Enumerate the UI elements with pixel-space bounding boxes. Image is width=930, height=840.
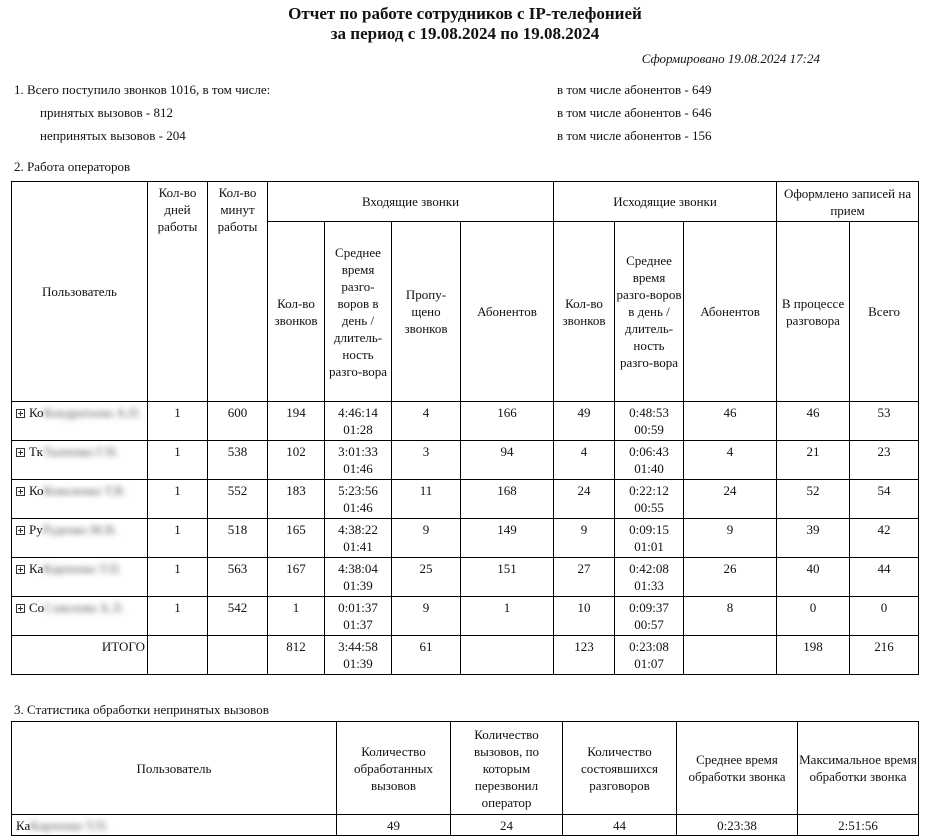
in-missed-cell: 9 [392,519,461,558]
header-minutes: Кол-во минут работы [208,182,268,402]
app-total-cell: 53 [850,402,919,441]
out-avg-cell: 0:48:53 00:59 [615,402,684,441]
app-total-cell: 0 [850,597,919,636]
operator-name-redacted: Соколова А.Л. [44,600,125,615]
total-days-cell [148,636,208,675]
table-row [12,402,919,441]
out-subscribers-cell: 8 [684,597,777,636]
out-count-cell: 27 [554,558,615,597]
total-in-subscribers [461,636,554,675]
operators-section-title: 2. Работа операторов [14,159,131,174]
operator-name: Со [29,600,45,615]
missed-header-avg-time: Среднее время обработки звонка [677,722,798,815]
days-cell: 1 [148,558,208,597]
in-count-cell: 165 [268,519,325,558]
missed-conversations-cell: 44 [563,815,677,836]
generated-timestamp: Сформировано 19.08.2024 17:24 [641,51,820,66]
in-avg-cell: 4:38:04 01:39 [325,558,392,597]
missed-header-callback: Количество вызовов, по которым перезвонил оператор [451,722,563,815]
app-total-cell: 44 [850,558,919,597]
expand-icon[interactable] [16,526,25,535]
days-cell: 1 [148,441,208,480]
total-minutes-cell [208,636,268,675]
table-row [12,480,919,519]
header-out-subscribers: Абонентов [684,222,777,402]
total-out-avg: 0:23:08 01:07 [615,636,684,675]
summary-total-subscribers: в том числе абонентов - 649 [557,82,712,97]
out-avg-cell: 0:09:15 01:01 [615,519,684,558]
missed-callback-cell: 24 [451,815,563,836]
header-in-avg: Среднее время разго-воров в день / длитель-ность разго-вора [325,222,392,402]
out-count-cell: 49 [554,402,615,441]
header-in-count: Кол-во звонков [268,222,325,402]
total-app-total: 216 [850,636,919,675]
app-during-cell: 52 [777,480,850,519]
in-avg-cell: 4:46:14 01:28 [325,402,392,441]
expand-icon[interactable] [16,565,25,574]
operator-name-redacted: Кондратьева А.П. [43,405,142,420]
operator-name: Тк [29,444,43,459]
missed-user-cell [12,815,337,836]
out-subscribers-cell: 46 [684,402,777,441]
out-count-cell: 9 [554,519,615,558]
days-cell: 1 [148,402,208,441]
operator-name-cell[interactable] [12,519,148,558]
out-avg-cell: 0:06:43 01:40 [615,441,684,480]
in-count-cell: 167 [268,558,325,597]
app-during-cell: 40 [777,558,850,597]
in-count-cell: 102 [268,441,325,480]
header-appointments: Оформлено записей на прием [777,182,919,222]
operators-table [11,181,919,675]
missed-user-name: Ка [16,817,31,833]
out-subscribers-cell: 24 [684,480,777,519]
operator-name-redacted: Карпенко Т.П. [43,561,122,576]
in-subscribers-cell: 166 [461,402,554,441]
total-app-during: 198 [777,636,850,675]
in-avg-cell: 4:38:22 01:41 [325,519,392,558]
minutes-cell: 542 [208,597,268,636]
operator-name-cell[interactable] [12,402,148,441]
in-missed-cell: 11 [392,480,461,519]
total-row [12,636,919,675]
missed-processed-cell: 49 [337,815,451,836]
expand-icon[interactable] [16,409,25,418]
missed-stats-table [11,721,919,836]
table-row [12,441,919,480]
in-missed-cell: 25 [392,558,461,597]
header-days: Кол-во дней работы [148,182,208,402]
report-period: за период с 19.08.2024 по 19.08.2024 [330,24,600,43]
header-incoming: Входящие звонки [268,182,554,222]
minutes-cell: 600 [208,402,268,441]
minutes-cell: 518 [208,519,268,558]
expand-icon[interactable] [16,604,25,613]
app-during-cell: 39 [777,519,850,558]
app-during-cell: 46 [777,402,850,441]
in-count-cell: 183 [268,480,325,519]
in-avg-cell: 0:01:37 01:37 [325,597,392,636]
missed-user-redacted: Карпенко Т.П. [30,817,109,833]
operator-name: Ка [29,561,44,576]
out-count-cell: 24 [554,480,615,519]
operator-name-redacted: Коваленко Т.В. [43,483,127,498]
in-count-cell: 1 [268,597,325,636]
summary-accepted: принятых вызовов - 812 [40,105,173,120]
in-avg-cell: 5:23:56 01:46 [325,480,392,519]
app-total-cell: 23 [850,441,919,480]
total-label: ИТОГО [12,636,148,675]
operator-name-redacted: Руденко М.В. [42,522,118,537]
in-subscribers-cell: 1 [461,597,554,636]
minutes-cell: 538 [208,441,268,480]
app-total-cell: 54 [850,480,919,519]
missed-avg-time-cell: 0:23:38 [677,815,798,836]
out-avg-cell: 0:09:37 00:57 [615,597,684,636]
operator-name-cell[interactable] [12,480,148,519]
in-subscribers-cell: 149 [461,519,554,558]
in-count-cell: 194 [268,402,325,441]
table-row [12,558,919,597]
total-out-count: 123 [554,636,615,675]
in-subscribers-cell: 94 [461,441,554,480]
missed-stats-section-title: 3. Статистика обработки непринятых вызовов [14,702,269,717]
app-total-cell: 42 [850,519,919,558]
header-in-subscribers: Абонентов [461,222,554,402]
summary-total: 1. Всего поступило звонков 1016, в том числе: [14,82,271,97]
table-row [12,519,919,558]
in-subscribers-cell: 168 [461,480,554,519]
missed-header-conversations: Количество состоявшихся разговоров [563,722,677,815]
out-avg-cell: 0:42:08 01:33 [615,558,684,597]
summary-missed-subscribers: в том числе абонентов - 156 [557,128,712,143]
in-avg-cell: 3:01:33 01:46 [325,441,392,480]
header-in-missed: Пропу-щено звонков [392,222,461,402]
in-missed-cell: 4 [392,402,461,441]
total-in-count: 812 [268,636,325,675]
header-out-count: Кол-во звонков [554,222,615,402]
in-subscribers-cell: 151 [461,558,554,597]
missed-header-user: Пользователь [12,722,337,815]
operator-name-cell[interactable] [12,597,148,636]
in-missed-cell: 9 [392,597,461,636]
summary-missed: непринятых вызовов - 204 [40,128,186,143]
operator-name-cell[interactable] [12,558,148,597]
header-app-total: Всего [850,222,919,402]
report-title: Отчет по работе сотрудников с IP-телефонией [288,4,642,23]
out-subscribers-cell: 26 [684,558,777,597]
operator-name: Ко [29,483,44,498]
operator-name-redacted: Ткаченко Г.Н. [42,444,119,459]
expand-icon[interactable] [16,487,25,496]
expand-icon[interactable] [16,448,25,457]
table-row [12,597,919,636]
out-count-cell: 10 [554,597,615,636]
header-user: Пользователь [12,182,148,402]
out-subscribers-cell: 9 [684,519,777,558]
missed-max-time-cell: 2:51:56 [798,815,919,836]
operator-name: Ко [29,405,44,420]
total-in-avg: 3:44:58 01:39 [325,636,392,675]
out-count-cell: 4 [554,441,615,480]
header-app-during: В процессе разговора [777,222,850,402]
out-avg-cell: 0:22:12 00:55 [615,480,684,519]
operator-name-cell[interactable] [12,441,148,480]
minutes-cell: 552 [208,480,268,519]
out-subscribers-cell: 4 [684,441,777,480]
total-in-missed: 61 [392,636,461,675]
summary-accepted-subscribers: в том числе абонентов - 646 [557,105,712,120]
app-during-cell: 21 [777,441,850,480]
total-out-subscribers [684,636,777,675]
minutes-cell: 563 [208,558,268,597]
app-during-cell: 0 [777,597,850,636]
days-cell: 1 [148,480,208,519]
missed-header-max-time: Максимальное время обработки звонка [798,722,919,815]
in-missed-cell: 3 [392,441,461,480]
header-out-avg: Среднее время разго-воров в день / длитель-ность разго-вора [615,222,684,402]
header-outgoing: Исходящие звонки [554,182,777,222]
days-cell: 1 [148,597,208,636]
days-cell: 1 [148,519,208,558]
missed-header-processed: Количество обработанных вызовов [337,722,451,815]
table-row [12,815,919,836]
operator-name: Ру [29,522,43,537]
